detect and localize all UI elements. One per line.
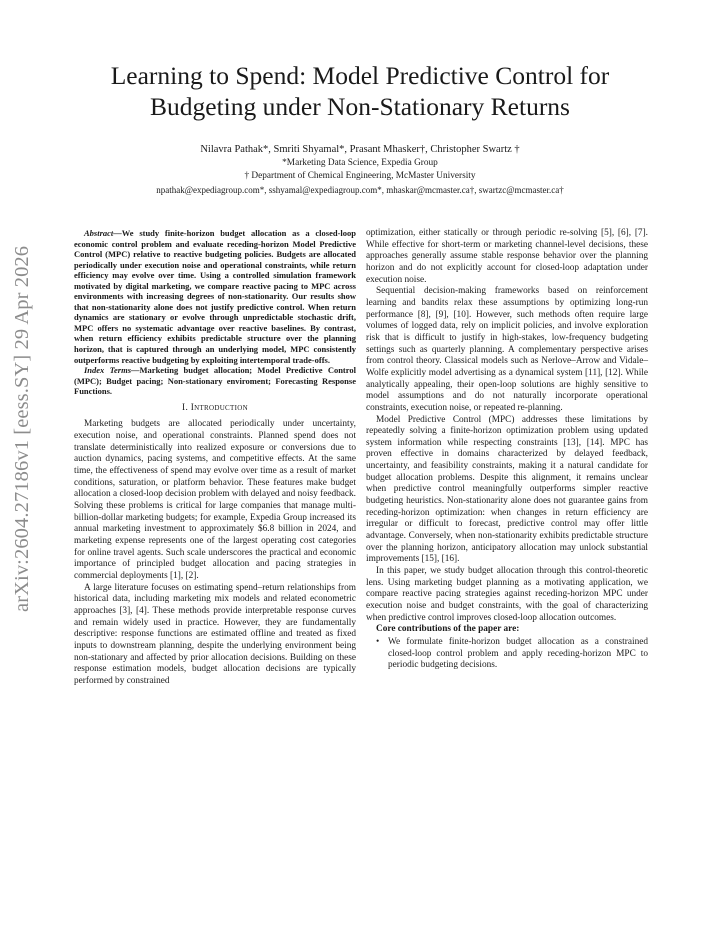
title-line-2: Budgeting under Non-Stationary Returns [150, 92, 570, 121]
affiliation-expedia: *Marketing Data Science, Expedia Group [282, 158, 438, 168]
arxiv-identifier-sidebar: arXiv:2604.27186v1 [eess.SY] 29 Apr 2026 [11, 245, 33, 612]
bullet-marker: • [376, 636, 380, 647]
contribution-text: We formulate finite-horizon budget allocation as a constrained closed-loop control problem and apply receding-horizon MPC to periodic budgeting decisions. [388, 636, 648, 671]
abstract-label: Abstract— [84, 228, 122, 238]
paper-title [60, 60, 660, 122]
body-paragraph: A large literature focuses on estimating spend–return relationships from historical data, including marketing mix models and related econometric approaches [3], [4]. These methods provide interpretable response curves and remain widely used in practice. However, they are fundamentally descriptive: response functions are estimated offline and treated as fixed inputs to downstream planning, despite the underlying environment being non-stationary and affected by prior allocation decisions. Building on these response estimation models, budget allocation decisions are typically performed by constrained [74, 582, 356, 686]
section-heading-introduction: I. Introduction [182, 402, 248, 413]
index-terms-label: Index Terms— [84, 365, 140, 376]
title-line-1: Learning to Spend: Model Predictive Control for [110, 61, 610, 90]
abstract-text: We study finite-horizon budget allocation as a closed-loop economic control problem and evaluate receding-horizon Model Predictive Control (MPC) relative to reactive budgeting policies. Budgets are allocated periodically under execution noise and operational constraints, while return efficiency may evolve over time. Using a controlled simulation framework motivated by digital marketing, we compare reactive pacing to MPC across environments with increasing degrees of non-stationarity. Our results show that non-stationarity alone does not justify predictive control. When return dynamics are stationary or evolve through unpredictable stochastic drift, MPC offers no systematic advantage over reactive baselines. By contrast, when return efficiency exhibits predictable structure over the planning horizon, that is captured through an underlying model, MPC consistently outperforms reactive budgeting by exploiting intertemporal trade-offs. [74, 228, 356, 365]
index-terms-text: Marketing budget allocation; Model Predictive Control (MPC); Budget pacing; Non-stationary enviroment; Forecasting Response Functions. [74, 365, 356, 397]
author-emails: npathak@expediagroup.com*, sshyamal@expediagroup.com*, mhaskar@mcmaster.ca†, swartzc@mcmaster.ca† [156, 185, 564, 195]
body-paragraph: Sequential decision-making frameworks based on reinforcement learning and bandits relax these assumptions by optimizing long-run performance [8], [9], [10]. However, such methods often require large volumes of logged data, rely on implicit policies, and involve exploration risk that is difficult to justify in high-stakes, low-frequency budgeting settings such as quarterly planning. A complementary perspective arises from control theory. Classical models such as Nerlove–Arrow and Vidale–Wolfe explicitly model advertising as a dynamical system [11], [12]. While analytically appealing, their open-loop solutions are highly sensitive to model assumptions and do not naturally incorporate operational constraints, execution noise, or repeated re-planning. [366, 286, 648, 413]
right-column [366, 228, 648, 672]
body-paragraph: In this paper, we study budget allocation through this control-theoretic lens. Using marketing budget planning as a motivating application, we compare reactive pacing strategies against receding-horizon MPC under execution noise and budget constraints, with the goal of characterizing when predictive control improves closed-loop allocation outcomes. [366, 566, 648, 623]
core-contributions-heading: Core contributions of the paper are: [376, 624, 520, 635]
index-terms [74, 365, 356, 397]
abstract [74, 228, 356, 365]
left-column [74, 228, 356, 688]
body-paragraph-continued: optimization, either statically or through periodic re-solving [5], [6], [7]. While effective for short-term or marketing channel-level decisions, these approaches generally assume stable response behavior over the planning horizon and do not explicitly account for closed-loop adaptation under execution noise. [366, 228, 648, 285]
affiliation-mcmaster: † Department of Chemical Engineering, McMaster University [244, 171, 476, 181]
author-list: Nilavra Pathak*, Smriti Shyamal*, Prasant Mhasker†, Christopher Swartz † [200, 144, 520, 155]
body-paragraph: Marketing budgets are allocated periodically under uncertainty, execution noise, and operational constraints. Planned spend does not translate deterministically into realized exposure or conversions due to auction dynamics, pacing systems, and competitive effects. At the same time, the effectiveness of spend may evolve over time as a result of market conditions, saturation, or platform behavior. These features make budget allocation a closed-loop decision problem with delayed and noisy feedback. Solving these problems is critical for large companies that manage multi-billion-dollar marketing budgets; for example, Expedia Group increased its annual marketing investment to approximately $6.8 billion in 2024, and marketing expense represents one of the largest operating cost categories for online travel agents. Such scale underscores the practical and economic importance of principled budget allocation and pacing strategies in commercial deployments [1], [2]. [74, 419, 356, 581]
body-paragraph: Model Predictive Control (MPC) addresses these limitations by repeatedly solving a finite-horizon optimization problem using updated system information while respecting constraints [13], [14]. MPC has proven effective in domains characterized by delayed feedback, uncertainty, and feasibility constraints, making it a natural candidate for budget allocation problems. Despite this alignment, it remains unclear when predictive control meaningfully outperforms simpler reactive budgeting heuristics. Non-stationarity alone does not guarantee gains from receding-horizon optimization: when changes in return efficiency are irregular or difficult to forecast, predictive control may offer little advantage. Conversely, when non-stationarity exhibits predictable structure over the planning horizon, anticipatory allocation may unlock substantial improvements [15], [16]. [366, 414, 648, 565]
contribution-bullet [366, 637, 648, 672]
